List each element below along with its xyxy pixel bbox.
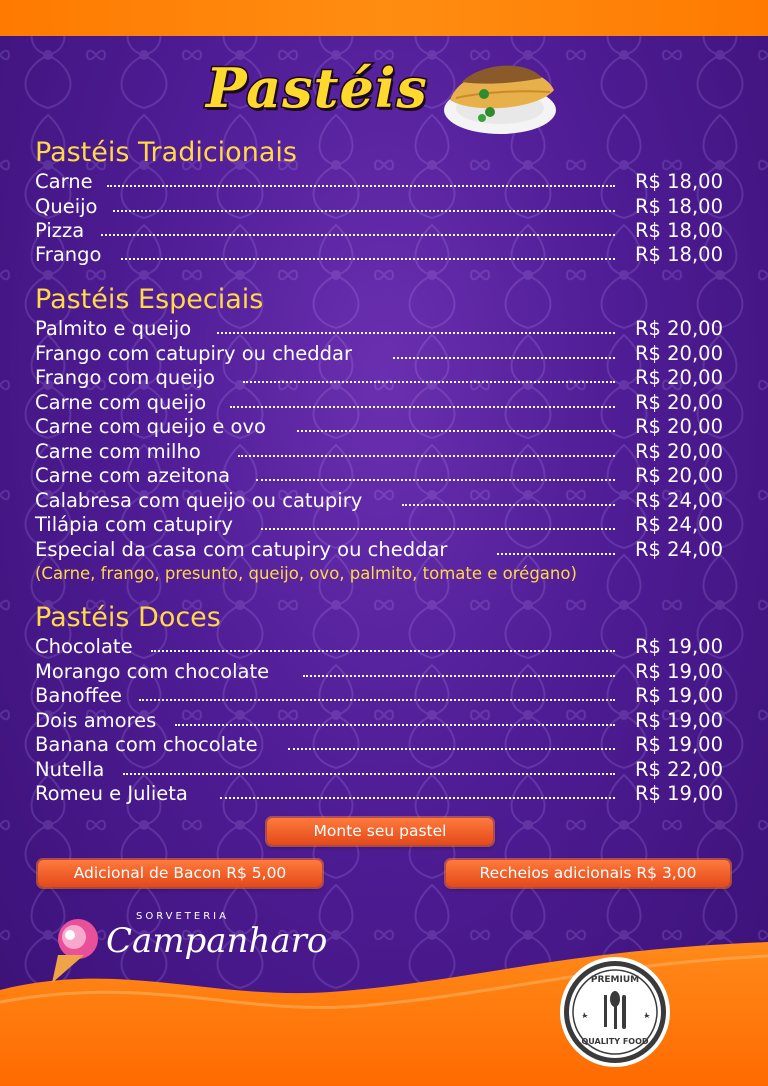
logo-name: Campanharo	[106, 921, 328, 961]
dot-leader	[139, 699, 615, 701]
item-name: Banoffee	[35, 684, 123, 707]
extra-fillings-button[interactable]: Recheios adicionais R$ 3,00	[446, 860, 730, 887]
monte-seu-pastel-button[interactable]: Monte seu pastel	[267, 818, 493, 845]
item-name: Pizza	[35, 219, 85, 242]
item-name: Nutella	[35, 758, 105, 781]
item-price: R$ 18,00	[635, 219, 723, 242]
item-price: R$ 19,00	[635, 782, 723, 805]
item-name: Carne	[35, 170, 93, 193]
item-price: R$ 20,00	[635, 391, 723, 414]
menu-item	[35, 170, 735, 194]
badge-top-text: PREMIUM	[590, 975, 640, 985]
menu-item	[35, 758, 735, 782]
item-name: Carne com azeitona	[35, 464, 231, 487]
menu-item	[35, 489, 735, 513]
menu-item	[35, 391, 735, 415]
item-name: Carne com milho	[35, 440, 201, 463]
dot-leader	[123, 773, 615, 775]
menu-item	[35, 366, 735, 390]
section-title-doces: Pastéis Doces	[35, 602, 221, 633]
item-price: R$ 18,00	[635, 195, 723, 218]
dot-leader	[121, 258, 615, 260]
logo-subtitle: SORVETERIA	[136, 911, 229, 922]
bacon-addon-button[interactable]: Adicional de Bacon R$ 5,00	[38, 860, 322, 887]
premium-quality-badge	[558, 955, 672, 1069]
pastel-plate-icon	[442, 52, 560, 136]
item-price: R$ 24,00	[635, 489, 723, 512]
dot-leader	[303, 675, 615, 677]
item-price: R$ 19,00	[635, 660, 723, 683]
dot-leader	[107, 185, 615, 187]
menu-item	[35, 219, 735, 243]
item-name: Queijo	[35, 195, 98, 218]
campanharo-logo	[44, 905, 328, 985]
item-price: R$ 24,00	[635, 538, 723, 561]
item-name: Morango com chocolate	[35, 660, 270, 683]
badge-seal-icon	[558, 955, 672, 1069]
dot-leader	[101, 234, 615, 236]
menu-item	[35, 195, 735, 219]
page-title: Pastéis	[206, 56, 428, 120]
menu-item	[35, 660, 735, 684]
menu-item	[35, 243, 735, 267]
item-name: Especial da casa com catupiry ou cheddar	[35, 538, 448, 561]
dot-leader	[243, 381, 615, 383]
item-name: Frango	[35, 243, 102, 266]
item-price: R$ 20,00	[635, 440, 723, 463]
dot-leader	[402, 504, 615, 506]
dot-leader	[256, 479, 615, 481]
item-price: R$ 19,00	[635, 709, 723, 732]
menu-item	[35, 709, 735, 733]
menu-item	[35, 342, 735, 366]
badge-bottom-text: QUALITY FOOD	[581, 1037, 649, 1046]
dot-leader	[238, 455, 615, 457]
dot-leader	[497, 553, 615, 555]
item-price: R$ 19,00	[635, 635, 723, 658]
item-price: R$ 20,00	[635, 366, 723, 389]
menu-item	[35, 317, 735, 341]
item-name: Frango com catupiry ou cheddar	[35, 342, 352, 365]
item-price: R$ 18,00	[635, 243, 723, 266]
item-price: R$ 19,00	[635, 684, 723, 707]
item-price: R$ 20,00	[635, 342, 723, 365]
item-price: R$ 20,00	[635, 464, 723, 487]
dot-leader	[393, 357, 615, 359]
dot-leader	[220, 797, 615, 799]
item-name: Dois amores	[35, 709, 157, 732]
especial-ingredients-note: (Carne, frango, presunto, queijo, ovo, palmito, tomate e orégano)	[35, 564, 577, 583]
menu-item	[35, 440, 735, 464]
item-name: Frango com queijo	[35, 366, 215, 389]
dot-leader	[217, 332, 615, 334]
item-name: Carne com queijo e ovo	[35, 415, 266, 438]
dot-leader	[113, 210, 615, 212]
item-name: Tilápia com catupiry	[35, 513, 233, 536]
dot-leader	[230, 406, 615, 408]
item-price: R$ 18,00	[635, 170, 723, 193]
dot-leader	[261, 528, 615, 530]
item-name: Banana com chocolate	[35, 733, 258, 756]
ice-cream-cone-icon	[44, 915, 108, 985]
item-name: Palmito e queijo	[35, 317, 192, 340]
item-price: R$ 20,00	[635, 317, 723, 340]
top-orange-band	[0, 0, 768, 36]
menu-item	[35, 538, 735, 562]
menu-item	[35, 415, 735, 439]
dot-leader	[151, 650, 615, 652]
item-price: R$ 22,00	[635, 758, 723, 781]
menu-item	[35, 782, 735, 806]
dot-leader	[288, 748, 615, 750]
item-name: Chocolate	[35, 635, 133, 658]
item-name: Calabresa com queijo ou catupiry	[35, 489, 363, 512]
item-price: R$ 20,00	[635, 415, 723, 438]
menu-item	[35, 513, 735, 537]
item-price: R$ 24,00	[635, 513, 723, 536]
dot-leader	[175, 724, 615, 726]
dot-leader	[297, 430, 615, 432]
menu-item	[35, 733, 735, 757]
item-name: Romeu e Julieta	[35, 782, 188, 805]
section-title-tradicionais: Pastéis Tradicionais	[35, 137, 297, 168]
menu-item	[35, 635, 735, 659]
menu-item	[35, 684, 735, 708]
item-price: R$ 19,00	[635, 733, 723, 756]
item-name: Carne com queijo	[35, 391, 207, 414]
section-title-especiais: Pastéis Especiais	[35, 284, 264, 315]
menu-item	[35, 464, 735, 488]
